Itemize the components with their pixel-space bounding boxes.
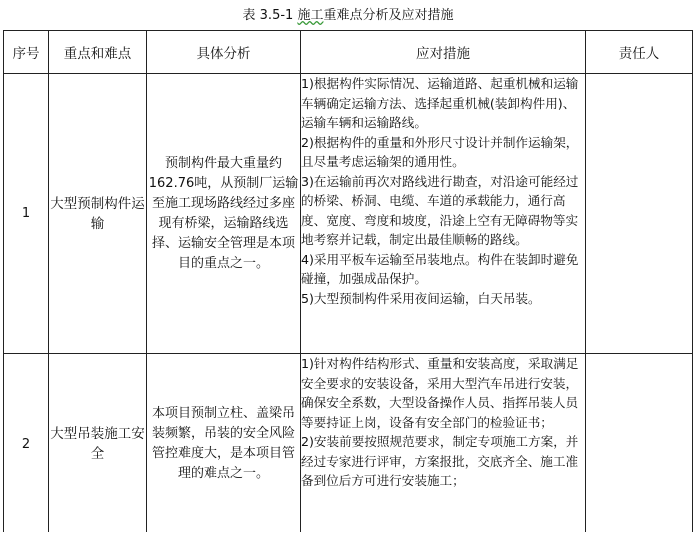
row-analysis: 预制构件最大重量约162.76吨，从预制厂运输至施工现场路线经过多座现有桥梁，运输路线选择、运输安全管理是本项目的重点之一。 — [147, 74, 301, 354]
row-analysis: 本项目预制立柱、盖梁吊装频繁，吊装的安全风险管控难度大，是本项目管理的难点之一。 — [147, 354, 301, 535]
row-number: 1 — [4, 74, 49, 354]
row-owner — [586, 354, 693, 535]
measure-item: 1)根据构件实际情况、运输道路、起重机械和运输车辆确定运输方法、选择起重机械(装卸构件用)、运输车辆和运输路线。 — [301, 76, 579, 130]
header-row — [4, 31, 693, 74]
row-key-point: 大型吊装施工安全 — [49, 354, 147, 535]
table-row — [4, 354, 693, 535]
row-number: 2 — [4, 354, 49, 535]
row-measures — [301, 74, 586, 354]
header-measures: 应对措施 — [301, 31, 586, 74]
header-num: 序号 — [4, 31, 49, 74]
measure-item: 1)针对构件结构形式、重量和安装高度，采取满足安全要求的安装设备，采用大型汽车吊进行安装，确保安全系数，大型设备操作人员、指挥吊装人员等要持证上岗，设备有安全部门的检验证书； — [301, 356, 579, 430]
measure-item: 2)根据构件的重量和外形尺寸设计并制作运输架，且尽量考虑运输架的通用性。 — [301, 134, 579, 169]
measure-item: 2)安装前要按照规范要求，制定专项施工方案，并经过专家进行评审，方案报批，交底齐全、施工准备到位后方可进行安装施工； — [301, 434, 579, 488]
caption-number: 表 3.5-1 — [242, 8, 298, 23]
header-analysis: 具体分析 — [147, 31, 301, 74]
measure-item: 4)采用平板车运输至吊装地点。构件在装卸时避免碰撞，加强成品保护。 — [301, 251, 579, 286]
row-key-point: 大型预制构件运输 — [49, 74, 147, 354]
caption-text: 重难点分析及应对措施 — [323, 8, 454, 23]
table-caption — [0, 8, 696, 24]
row-owner — [586, 74, 693, 354]
page-bottom-edge — [0, 532, 696, 540]
table-row — [4, 74, 693, 354]
header-owner: 责任人 — [586, 31, 693, 74]
caption-underlined-word: 施工 — [297, 8, 324, 23]
measure-item: 5)大型预制构件采用夜间运输，白天吊装。 — [301, 290, 541, 306]
measure-item: 3)在运输前再次对路线进行勘查，对沿途可能经过的桥梁、桥洞、电缆、车道的承载能力，通行高度、宽度、弯度和坡度，沿途上空有无障碍物等实地考察并记载，制定出最佳顺畅的路线。 — [301, 173, 579, 247]
difficulty-measures-table — [3, 30, 693, 535]
row-measures — [301, 354, 586, 535]
header-key: 重点和难点 — [49, 31, 147, 74]
